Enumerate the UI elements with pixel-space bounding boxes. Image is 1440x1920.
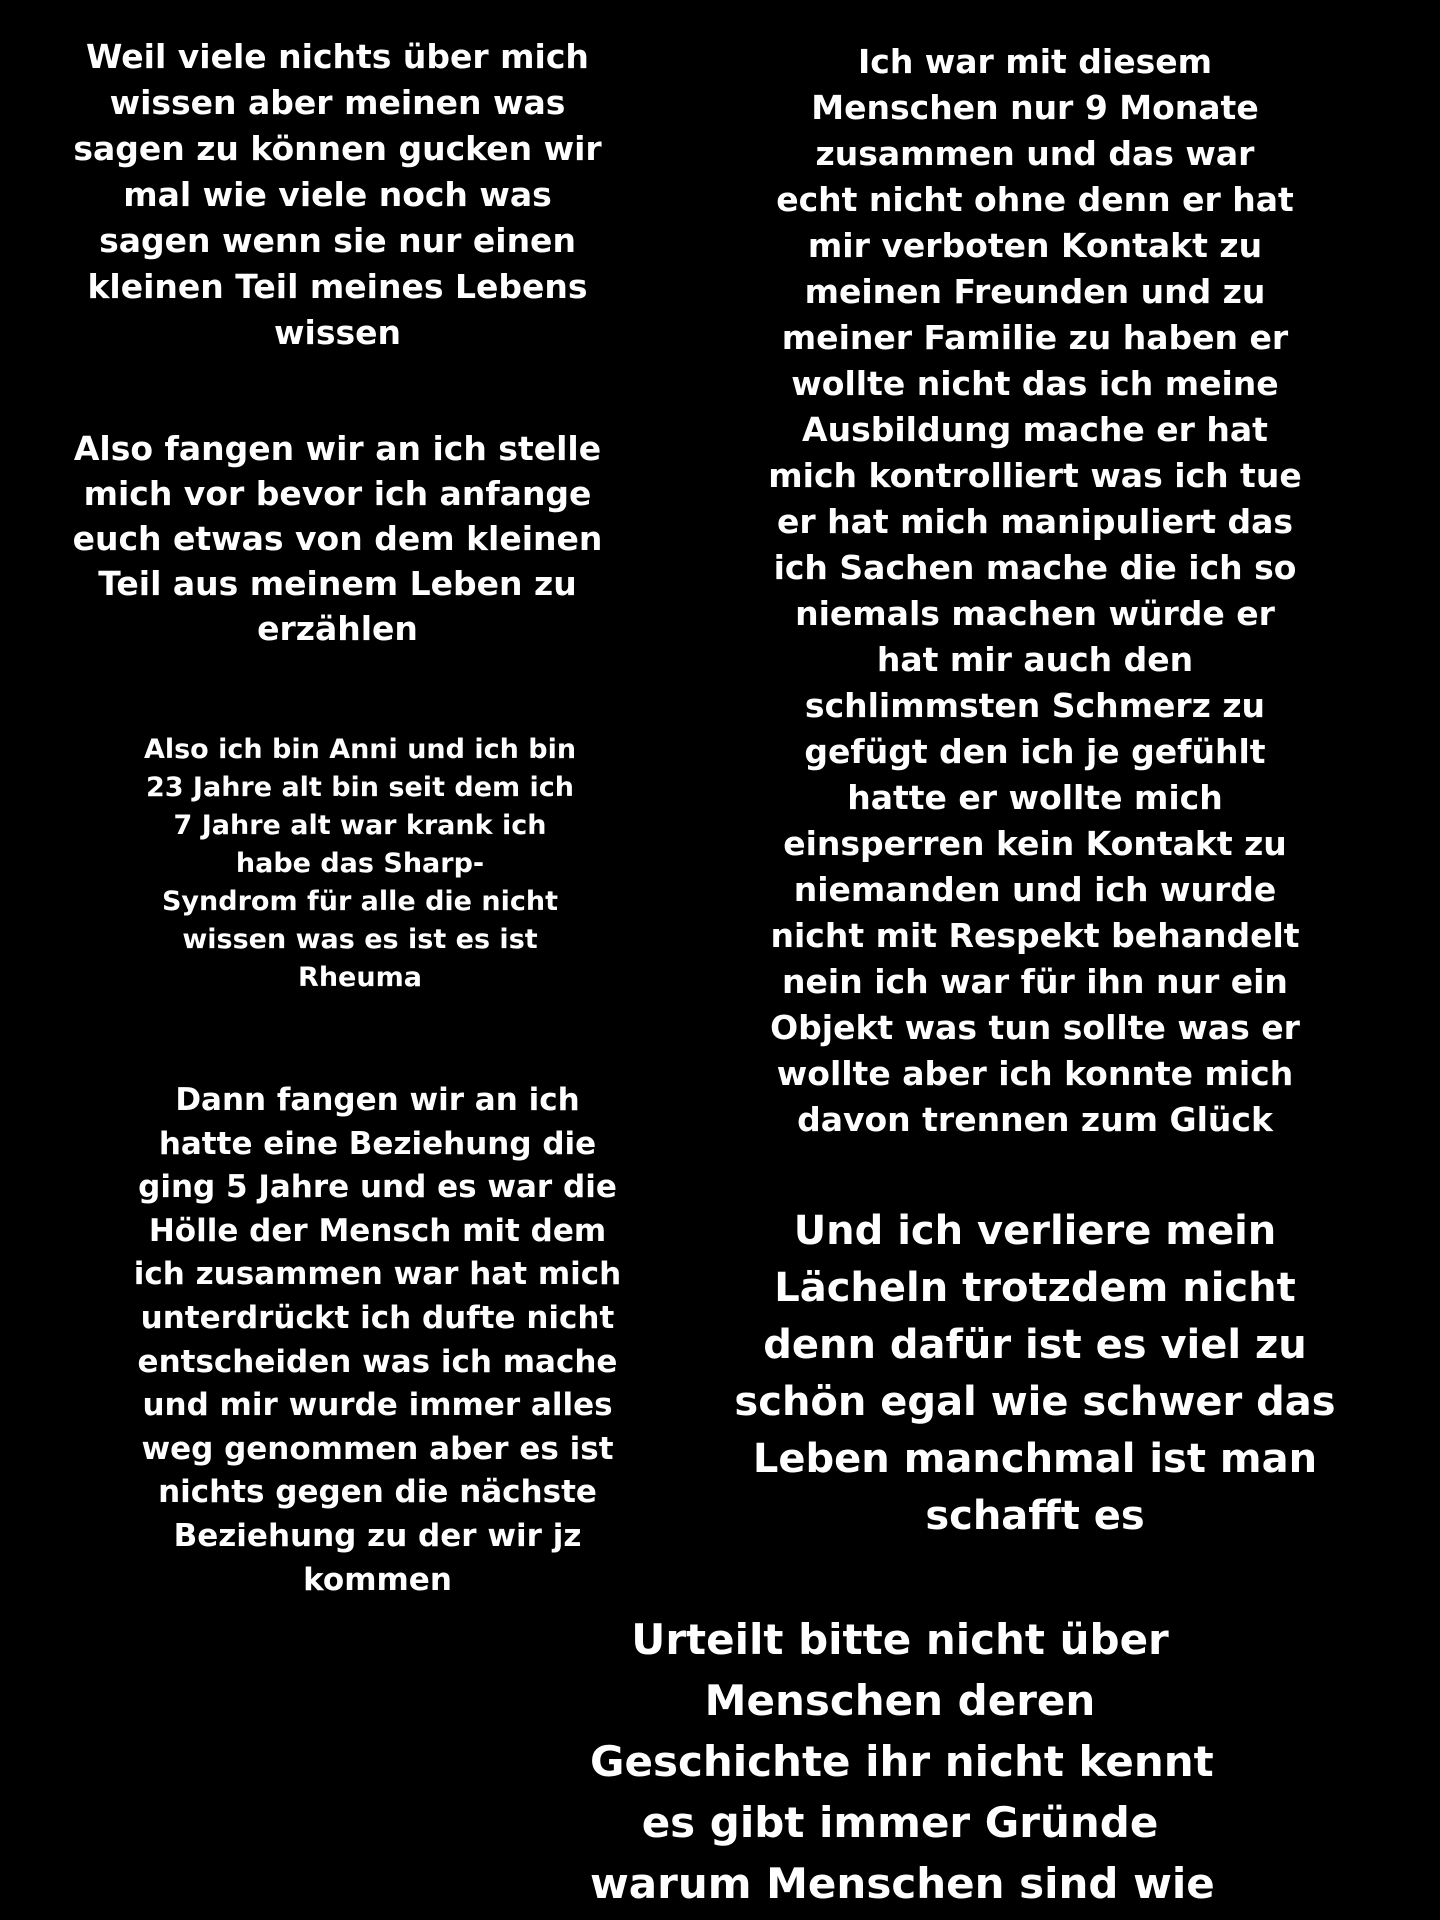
text-line: wissen was es ist es ist	[182, 924, 538, 955]
text-line: mich vor bevor ich anfange	[83, 474, 592, 513]
text-line: 23 Jahre alt bin seit dem ich	[145, 772, 575, 803]
text-line: Menschen nur 9 Monate	[811, 88, 1259, 127]
text-line: hatte er wollte mich	[847, 778, 1223, 817]
text-line: Dann fangen wir an ich	[175, 1082, 580, 1118]
text-line: Geschichte ihr nicht kennt	[590, 1737, 1214, 1786]
text-line: mich kontrolliert was ich tue	[768, 456, 1302, 495]
text-line: wollte aber ich konnte mich	[776, 1054, 1294, 1093]
text-line: nicht mit Respekt behandelt	[770, 916, 1300, 955]
text-line: Weil viele nichts über mich	[86, 37, 589, 76]
text-line: habe das Sharp-	[235, 848, 485, 879]
text-line: nichts gegen die nächste	[158, 1474, 597, 1511]
text-line: euch etwas von dem kleinen	[72, 519, 603, 558]
text-line: gefügt den ich je gefühlt	[804, 732, 1266, 771]
text-line: Lächeln trotzdem nicht	[774, 1265, 1296, 1311]
text-line: ich Sachen mache die ich so	[773, 548, 1297, 587]
text-line: es gibt immer Gründe	[641, 1798, 1159, 1847]
text-line: er hat mich manipuliert das	[776, 502, 1294, 541]
text-line: schlimmsten Schmerz zu	[804, 686, 1266, 725]
text-line: Ich war mit diesem	[857, 42, 1213, 81]
text-line: Also fangen wir an ich stelle	[73, 429, 602, 468]
text-line: Und ich verliere mein	[793, 1208, 1277, 1254]
text-line: meinen Freunden und zu	[804, 272, 1266, 311]
text-line: kommen	[303, 1561, 452, 1598]
text-block-second-relationship	[765, 39, 1305, 1143]
text-line: weg genommen aber es ist	[141, 1430, 614, 1467]
text-line: niemals machen würde er	[795, 594, 1275, 633]
text-line: wollte nicht das ich meine	[791, 364, 1279, 403]
text-line: wissen	[274, 313, 401, 352]
text-line: schön egal wie schwer das	[734, 1379, 1336, 1425]
text-line: Syndrom für alle die nicht	[161, 886, 559, 917]
text-block-about-anni	[110, 731, 610, 997]
text-line: kleinen Teil meines Lebens	[87, 267, 588, 306]
text-line: warum Menschen sind wie	[590, 1859, 1215, 1908]
text-line: Leben manchmal ist man	[752, 1436, 1318, 1482]
text-line: hatte eine Beziehung die	[158, 1125, 597, 1162]
text-block-smile	[725, 1203, 1345, 1545]
text-line: und mir wurde immer alles	[142, 1387, 613, 1424]
text-block-intro	[50, 34, 625, 356]
text-line: Also ich bin Anni und ich bin	[143, 734, 577, 765]
text-line: mal wie viele noch was	[123, 175, 552, 214]
text-line: 7 Jahre alt war krank ich	[173, 810, 547, 841]
text-block-first-relationship	[130, 1079, 625, 1602]
text-line: erzählen	[257, 609, 418, 648]
text-line: Ausbildung mache er hat	[802, 410, 1268, 449]
text-line: Beziehung zu der wir jz	[173, 1517, 582, 1554]
text-line: ging 5 Jahre und es war die	[138, 1169, 617, 1206]
text-line: meiner Familie zu haben er	[781, 318, 1289, 357]
text-line: mir verboten Kontakt zu	[807, 226, 1263, 265]
text-line: niemanden und ich wurde	[793, 870, 1277, 909]
text-line: wissen aber meinen was	[109, 83, 566, 122]
text-line: Rheuma	[298, 962, 422, 993]
text-line: Teil aus meinem Leben zu	[98, 564, 577, 603]
text-line: ich zusammen war hat mich	[133, 1256, 622, 1293]
text-line: Hölle der Mensch mit dem	[148, 1212, 607, 1249]
text-block-introduction-start	[50, 426, 625, 651]
text-line: entscheiden was ich mache	[137, 1343, 618, 1380]
text-line: Urteilt bitte nicht über	[631, 1615, 1169, 1664]
text-line: sagen zu können gucken wir	[73, 129, 602, 168]
text-line: zusammen und das war	[815, 134, 1255, 173]
text-line: Objekt was tun sollte was er	[770, 1008, 1300, 1047]
text-block-dont-judge	[590, 1609, 1215, 1914]
text-line: echt nicht ohne denn er hat	[776, 180, 1294, 219]
text-line: hat mir auch den	[876, 640, 1194, 679]
text-line: denn dafür ist es viel zu	[763, 1322, 1307, 1368]
text-line: schafft es	[925, 1493, 1145, 1539]
text-line: einsperren kein Kontakt zu	[783, 824, 1287, 863]
text-line: unterdrückt ich dufte nicht	[140, 1299, 615, 1336]
text-line: sagen wenn sie nur einen	[99, 221, 576, 260]
text-line: Menschen deren	[704, 1676, 1096, 1725]
text-line: nein ich war für ihn nur ein	[782, 962, 1288, 1001]
text-line: davon trennen zum Glück	[797, 1100, 1273, 1139]
